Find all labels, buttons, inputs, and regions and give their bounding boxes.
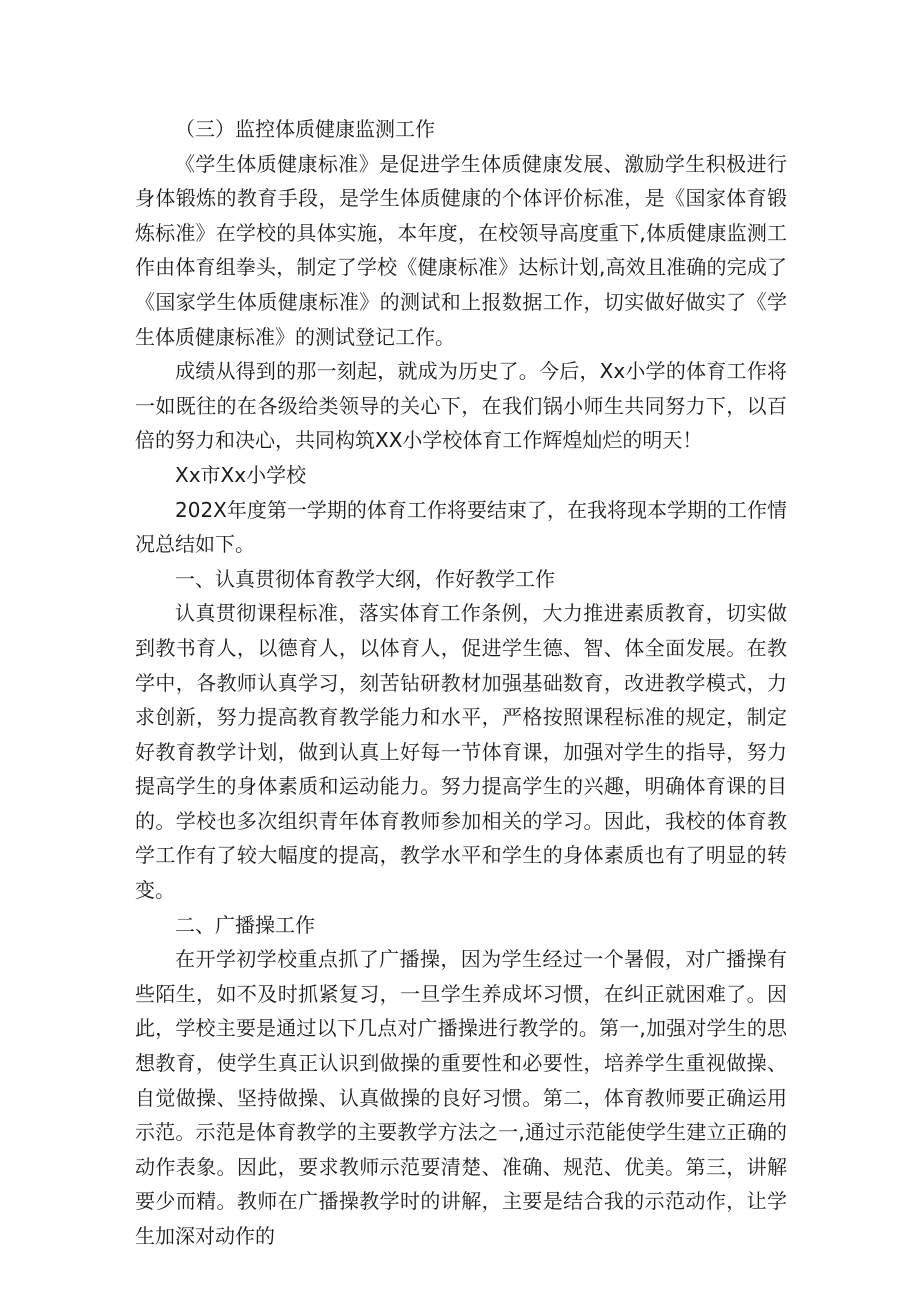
section-heading-1: 一、认真贯彻体育教学大纲，作好教学工作	[175, 566, 555, 591]
school-name: Xx市Xx小学校	[175, 462, 307, 487]
paragraph-future: 成绩从得到的那一刻起，就成为历史了。今后，Xx小学的体育工作将一如既往的在各级给类领导的关心下，在我们锅小师生共同努力下，以百倍的努力和决心，共同构筑XX小学校体育工作辉煌灿烂的明天！	[135, 359, 787, 453]
paragraph-health-standard: 《学生体质健康标准》是促进学生体质健康发展、激励学生积极进行身体锻炼的教育手段，是学生体质健康的个体评价标准，是《国家体育锻炼标准》在学校的具体实施，本年度，在校领导高度重下,体质健康监测工作由体育组拳头，制定了学校《健康标准》达标计划,高效且准确的完成了《国家学生体质健康标准》的测试和上报数据工作，切实做好做实了《学生体质健康标准》的测试登记工作。	[135, 151, 787, 349]
paragraph-broadcast-exercise: 在开学初学校重点抓了广播操，因为学生经过一个暑假，对广播操有些陌生，如不及时抓紧复习，一旦学生养成坏习惯，在纠正就困难了。因此，学校主要是通过以下几点对广播操进行教学的。第一,加强对学生的思想教育，使学生真正认识到做操的重要性和必要性，培养学生重视做操、自觉做操、坚持做操、认真做操的良好习惯。第二，体育教师要正确运用示范。示范是体育教学的主要教学方法之一,通过示范能使学生建立正确的动作表象。因此，要求教师示范要清楚、准确、规范、优美。第三，讲解要少而精。教师在广播操教学时的讲解，主要是结合我的示范动作，让学生加深对动作的	[135, 947, 787, 1248]
section-heading-3: （三）监控体质健康监测工作	[175, 117, 435, 141]
paragraph-intro: 202X年度第一学期的体育工作将要结束了，在我将现本学期的工作情况总结如下。	[135, 497, 787, 557]
section-heading-2: 二、广播操工作	[175, 912, 315, 937]
paragraph-teaching: 认真贯彻课程标准，落实体育工作条例，大力推进素质教育，切实做到教书育人，以德育人，以体育人，促进学生德、智、体全面发展。在教学中，各教师认真学习，刻苦钻研教材加强基础数育，改进教学模式，力求创新，努力提高教育教学能力和水平，严格按照课程标准的规定，制定好教育教学计划，做到认真上好每一节体育课，加强对学生的指导，努力提高学生的身体素质和运动能力。努力提高学生的兴趣，明确体育课的目的。学校也多次组织青年体育教师参加相关的学习。因此，我校的体育教学工作有了较大幅度的提高，教学水平和学生的身体素质也有了明显的转变。	[135, 601, 787, 903]
document-body	[135, 112, 787, 1254]
